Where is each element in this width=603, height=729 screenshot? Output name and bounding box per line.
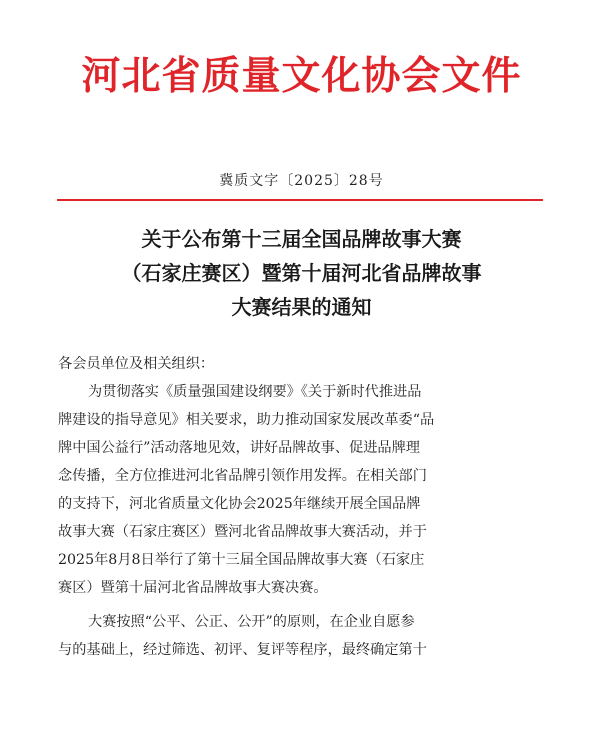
salutation: 各会员单位及相关组织： <box>58 356 215 372</box>
paragraph-line: 与的基础上，经过筛选、初评、复评等程序，最终确定第十 <box>58 642 427 658</box>
paragraph-line: 为贯彻落实《质量强国建设纲要》《关于新时代推进品 <box>88 384 422 400</box>
letterhead-title: 河北省质量文化协会文件 <box>81 53 522 99</box>
notice-title-line-2: （石家庄赛区）暨第十届河北省品牌故事 <box>121 261 482 285</box>
paragraph-line: 赛区）暨第十届河北省品牌故事大赛决赛。 <box>58 580 328 596</box>
paragraph-line: 大赛按照“公平、公正、公开”的原则，在企业自愿参 <box>88 614 415 630</box>
paragraph-line: 牌中国公益行”活动落地见效，讲好品牌故事、促进品牌理 <box>58 440 420 456</box>
paragraph-line: 故事大赛（石家庄赛区）暨河北省品牌故事大赛活动，并于 <box>58 524 427 540</box>
document-number: 冀质文字〔2025〕28号 <box>219 173 384 189</box>
paragraph-line: 牌建设的指导意见》相关要求，助力推动国家发展改革委“品 <box>58 412 435 428</box>
notice-body <box>58 350 518 664</box>
notice-title <box>40 222 563 324</box>
paragraph-line: 的支持下，河北省质量文化协会2025年继续开展全国品牌 <box>58 496 421 512</box>
paragraph-line: 2025年8月8日举行了第十三届全国品牌故事大赛（石家庄 <box>58 552 425 568</box>
paragraph-2 <box>58 608 518 664</box>
red-divider-line <box>57 199 543 201</box>
notice-title-line-3: 大赛结果的通知 <box>231 295 372 319</box>
notice-title-line-1: 关于公布第十三届全国品牌故事大赛 <box>141 227 462 251</box>
paragraph-1 <box>58 378 518 602</box>
paragraph-line: 念传播，全方位推进河北省品牌引领作用发挥。在相关部门 <box>58 468 427 484</box>
